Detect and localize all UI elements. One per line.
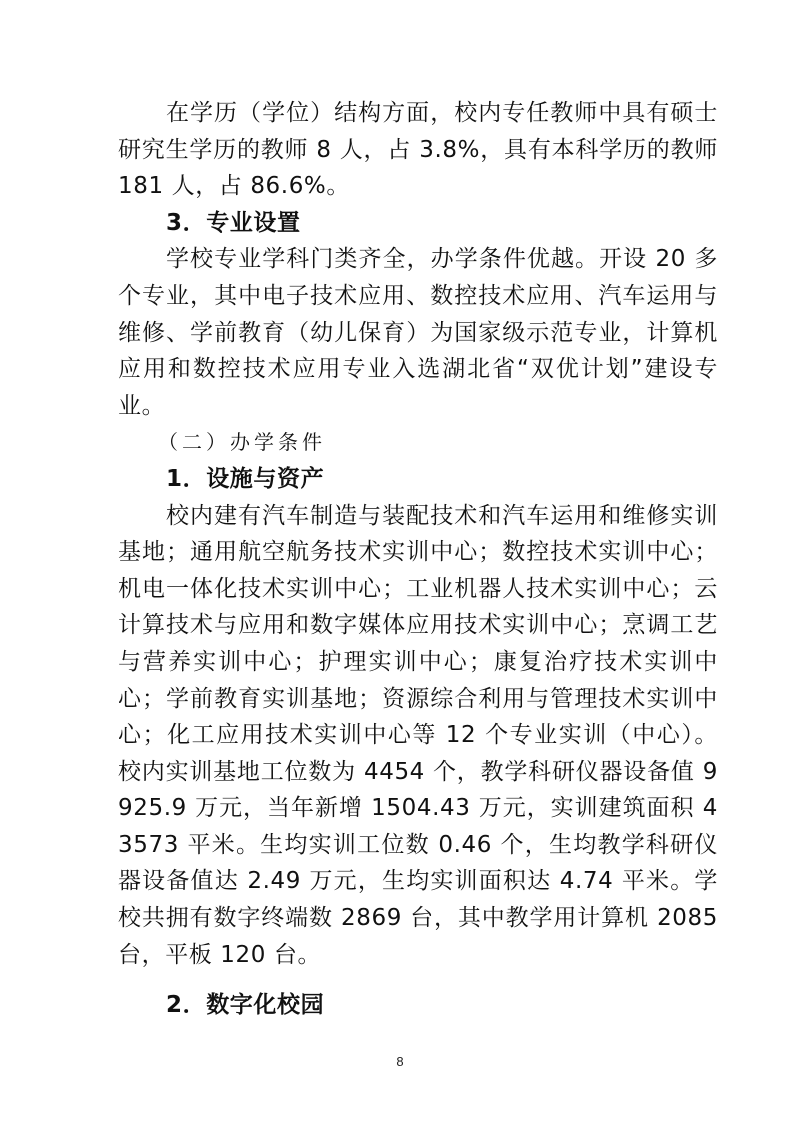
paragraph-facilities-assets: 校内建有汽车制造与装配技术和汽车运用和维修实训基地；通用航空航务技术实训中心；数控技术实训中心；机电一体化技术实训中心；工业机器人技术实训中心；云计算技术与应用和数字媒体应用技术实训中心；烹调工艺与营养实训中心；护理实训中心；康复治疗技术实训中心；学前教育实训基地；资源综合利用与管理技术实训中心；化工应用技术实训中心等 12 个专业实训（中心）。校内实训基地工位数为 4454 个，教学科研仪器设备值 9925.9 万元，当年新增 1504.43 万元，实训建筑面积 43573 平米。生均实训工位数 0.46 个，生均教学科研仪器设备值达 2.49 万元，生均实训面积达 4.74 平米。学校共拥有数字终端数 2869 台，其中教学用计算机 2085 台，平板 120 台。 xyxy=(118,502,718,968)
page-number: 8 xyxy=(396,1054,404,1069)
paragraph-major-setup: 学校专业学科门类齐全，办学条件优越。开设 20 多个专业，其中电子技术应用、数控技术应用、汽车运用与维修、学前教育（幼儿保育）为国家级示范专业，计算机应用和数控技术应用专业入选湖北省“双优计划”建设专业。 xyxy=(118,246,718,419)
heading-digital-campus: 2．数字化校园 xyxy=(166,992,325,1019)
heading-major-setup: 3．专业设置 xyxy=(166,209,301,236)
heading-facilities-assets: 1．设施与资产 xyxy=(166,465,325,492)
document-body xyxy=(118,95,718,1024)
paragraph-degree-structure: 在学历（学位）结构方面，校内专任教师中具有硕士研究生学历的教师 8 人，占 3.8%，具有本科学历的教师 181 人，占 86.6%。 xyxy=(118,100,718,200)
subheading-school-conditions: （二）办学条件 xyxy=(158,430,326,455)
